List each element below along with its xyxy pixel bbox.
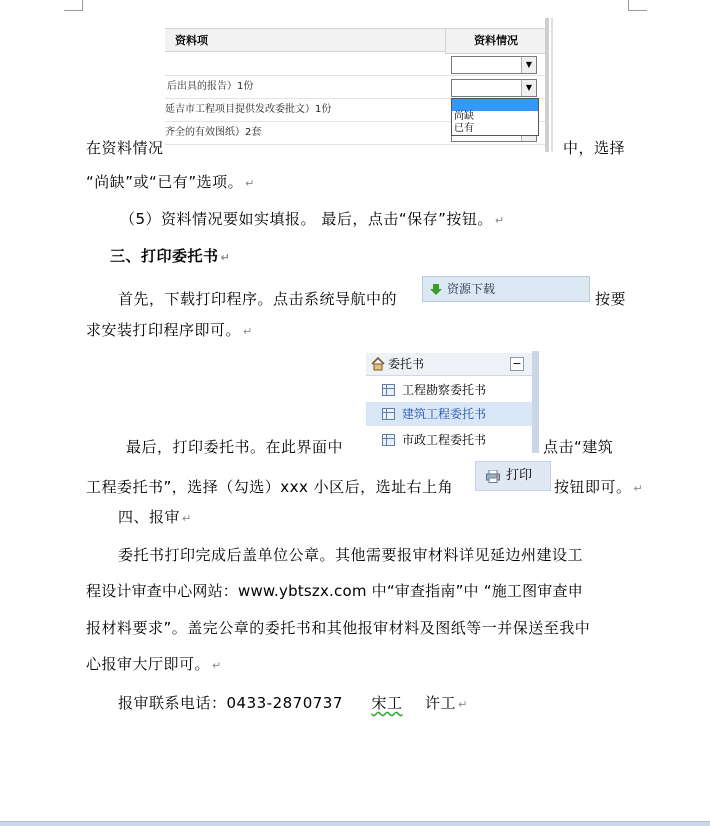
document-icon xyxy=(382,434,395,446)
para4-line1-end: 点击“建筑 xyxy=(543,438,614,456)
para3-line1-start: 首先，下载打印程序。点击系统导航中的 xyxy=(118,290,398,308)
para2-text: （5）资料情况要如实填报。 最后，点击“保存”按钮。 xyxy=(120,210,493,228)
status-dropdown-list[interactable] xyxy=(451,98,539,136)
resource-download-label: 资源下载 xyxy=(447,282,496,296)
tree-item-building[interactable] xyxy=(366,402,532,426)
print-button[interactable] xyxy=(475,461,551,491)
home-icon xyxy=(370,356,386,372)
para3-line2 xyxy=(86,320,253,342)
tree-header xyxy=(366,353,532,376)
heading-text: 三、打印委托书 xyxy=(110,247,219,265)
para1-line2-text: “尚缺”或“已有”选项。 xyxy=(86,173,244,191)
row-label: 后出具的报告）1份 xyxy=(167,81,254,92)
contact-phone: 报审联系电话：0433-2870737 xyxy=(118,694,343,712)
para4-line1-start: 最后，打印委托书。在此界面中 xyxy=(126,438,344,456)
paragraph-mark: ↵ xyxy=(494,214,505,227)
para3-line1-end: 按要 xyxy=(595,290,627,308)
tree-title: 委托书 xyxy=(388,357,425,371)
contact-name-xu: 许工 xyxy=(425,694,457,712)
column-header-status: 资料情况 xyxy=(445,28,546,54)
section-heading-print xyxy=(110,246,230,268)
paragraph-mark: ↵ xyxy=(220,251,231,264)
download-icon xyxy=(429,283,443,297)
dropdown-option-missing[interactable]: 尚缺 xyxy=(454,111,474,122)
collapse-button[interactable]: − xyxy=(510,357,524,371)
chevron-down-icon: ▼ xyxy=(521,80,536,96)
column-header-item: 资料项 xyxy=(165,28,445,52)
para1-line1-start: 在资料情况 xyxy=(86,139,164,157)
para5-line4 xyxy=(86,654,222,676)
crop-mark-top-left xyxy=(64,0,83,11)
tree-item-label: 工程勘察委托书 xyxy=(402,383,487,397)
paragraph-mark: ↵ xyxy=(633,482,644,495)
para5-line2: 程设计审查中心网站：www.ybtszx.com 中“审查指南”中 “施工图审查申 xyxy=(86,582,583,600)
paragraph-mark: ↵ xyxy=(458,698,468,711)
status-bar-edge xyxy=(0,821,710,826)
section-heading-review xyxy=(118,507,192,529)
divider xyxy=(551,18,553,152)
resource-download-button[interactable] xyxy=(422,276,590,302)
material-table-screenshot xyxy=(165,18,557,152)
paragraph-mark: ↵ xyxy=(212,659,222,672)
tree-item-survey[interactable] xyxy=(366,378,532,402)
paragraph-mark: ↵ xyxy=(245,177,255,190)
document-icon xyxy=(382,384,395,396)
para3-line2-text: 求安装打印程序即可。 xyxy=(86,321,242,339)
tree-item-label: 市政工程委托书 xyxy=(402,433,487,447)
status-select[interactable] xyxy=(451,56,537,74)
scrollbar xyxy=(532,351,539,453)
crop-mark-top-right xyxy=(628,0,647,11)
para4-line2-end xyxy=(554,477,643,499)
row-label: 延吉市工程项目提供发改委批文）1份 xyxy=(165,104,332,115)
dropdown-option-available[interactable]: 已有 xyxy=(454,123,474,134)
heading-text: 四、报审 xyxy=(118,508,181,526)
contact-line xyxy=(118,693,468,715)
para1-line2 xyxy=(86,172,255,194)
print-label: 打印 xyxy=(506,468,533,483)
scrollbar xyxy=(545,18,549,152)
contact-name-song: 宋工 xyxy=(371,694,403,712)
para4-line2-end-text: 按钮即可。 xyxy=(554,478,632,496)
document-icon xyxy=(382,408,395,420)
tree-item-municipal[interactable] xyxy=(366,428,532,452)
dropdown-option-blank[interactable] xyxy=(452,99,538,111)
row-label: 齐全的有效图纸）2套 xyxy=(165,127,262,138)
para1-line1-end: 中，选择 xyxy=(563,139,626,157)
chevron-down-icon: ▼ xyxy=(521,57,536,73)
paragraph-mark: ↵ xyxy=(182,512,192,525)
para5-line1: 委托书打印完成后盖单位公章。其他需要报审材料详见延边州建设工 xyxy=(118,546,584,564)
printer-icon xyxy=(486,470,500,483)
para5-line3: 报材料要求”。盖完公章的委托书和其他报审材料及图纸等一并保送至我中 xyxy=(86,619,591,637)
para4-line2-start: 工程委托书”，选择（勾选）xxx 小区后，选址右上角 xyxy=(86,478,454,496)
status-select[interactable] xyxy=(451,79,537,97)
entrust-tree-panel xyxy=(366,351,540,453)
tree-item-label: 建筑工程委托书 xyxy=(402,407,487,421)
paragraph-mark: ↵ xyxy=(243,325,253,338)
para2 xyxy=(120,209,505,231)
para5-line4-text: 心报审大厅即可。 xyxy=(86,655,211,673)
